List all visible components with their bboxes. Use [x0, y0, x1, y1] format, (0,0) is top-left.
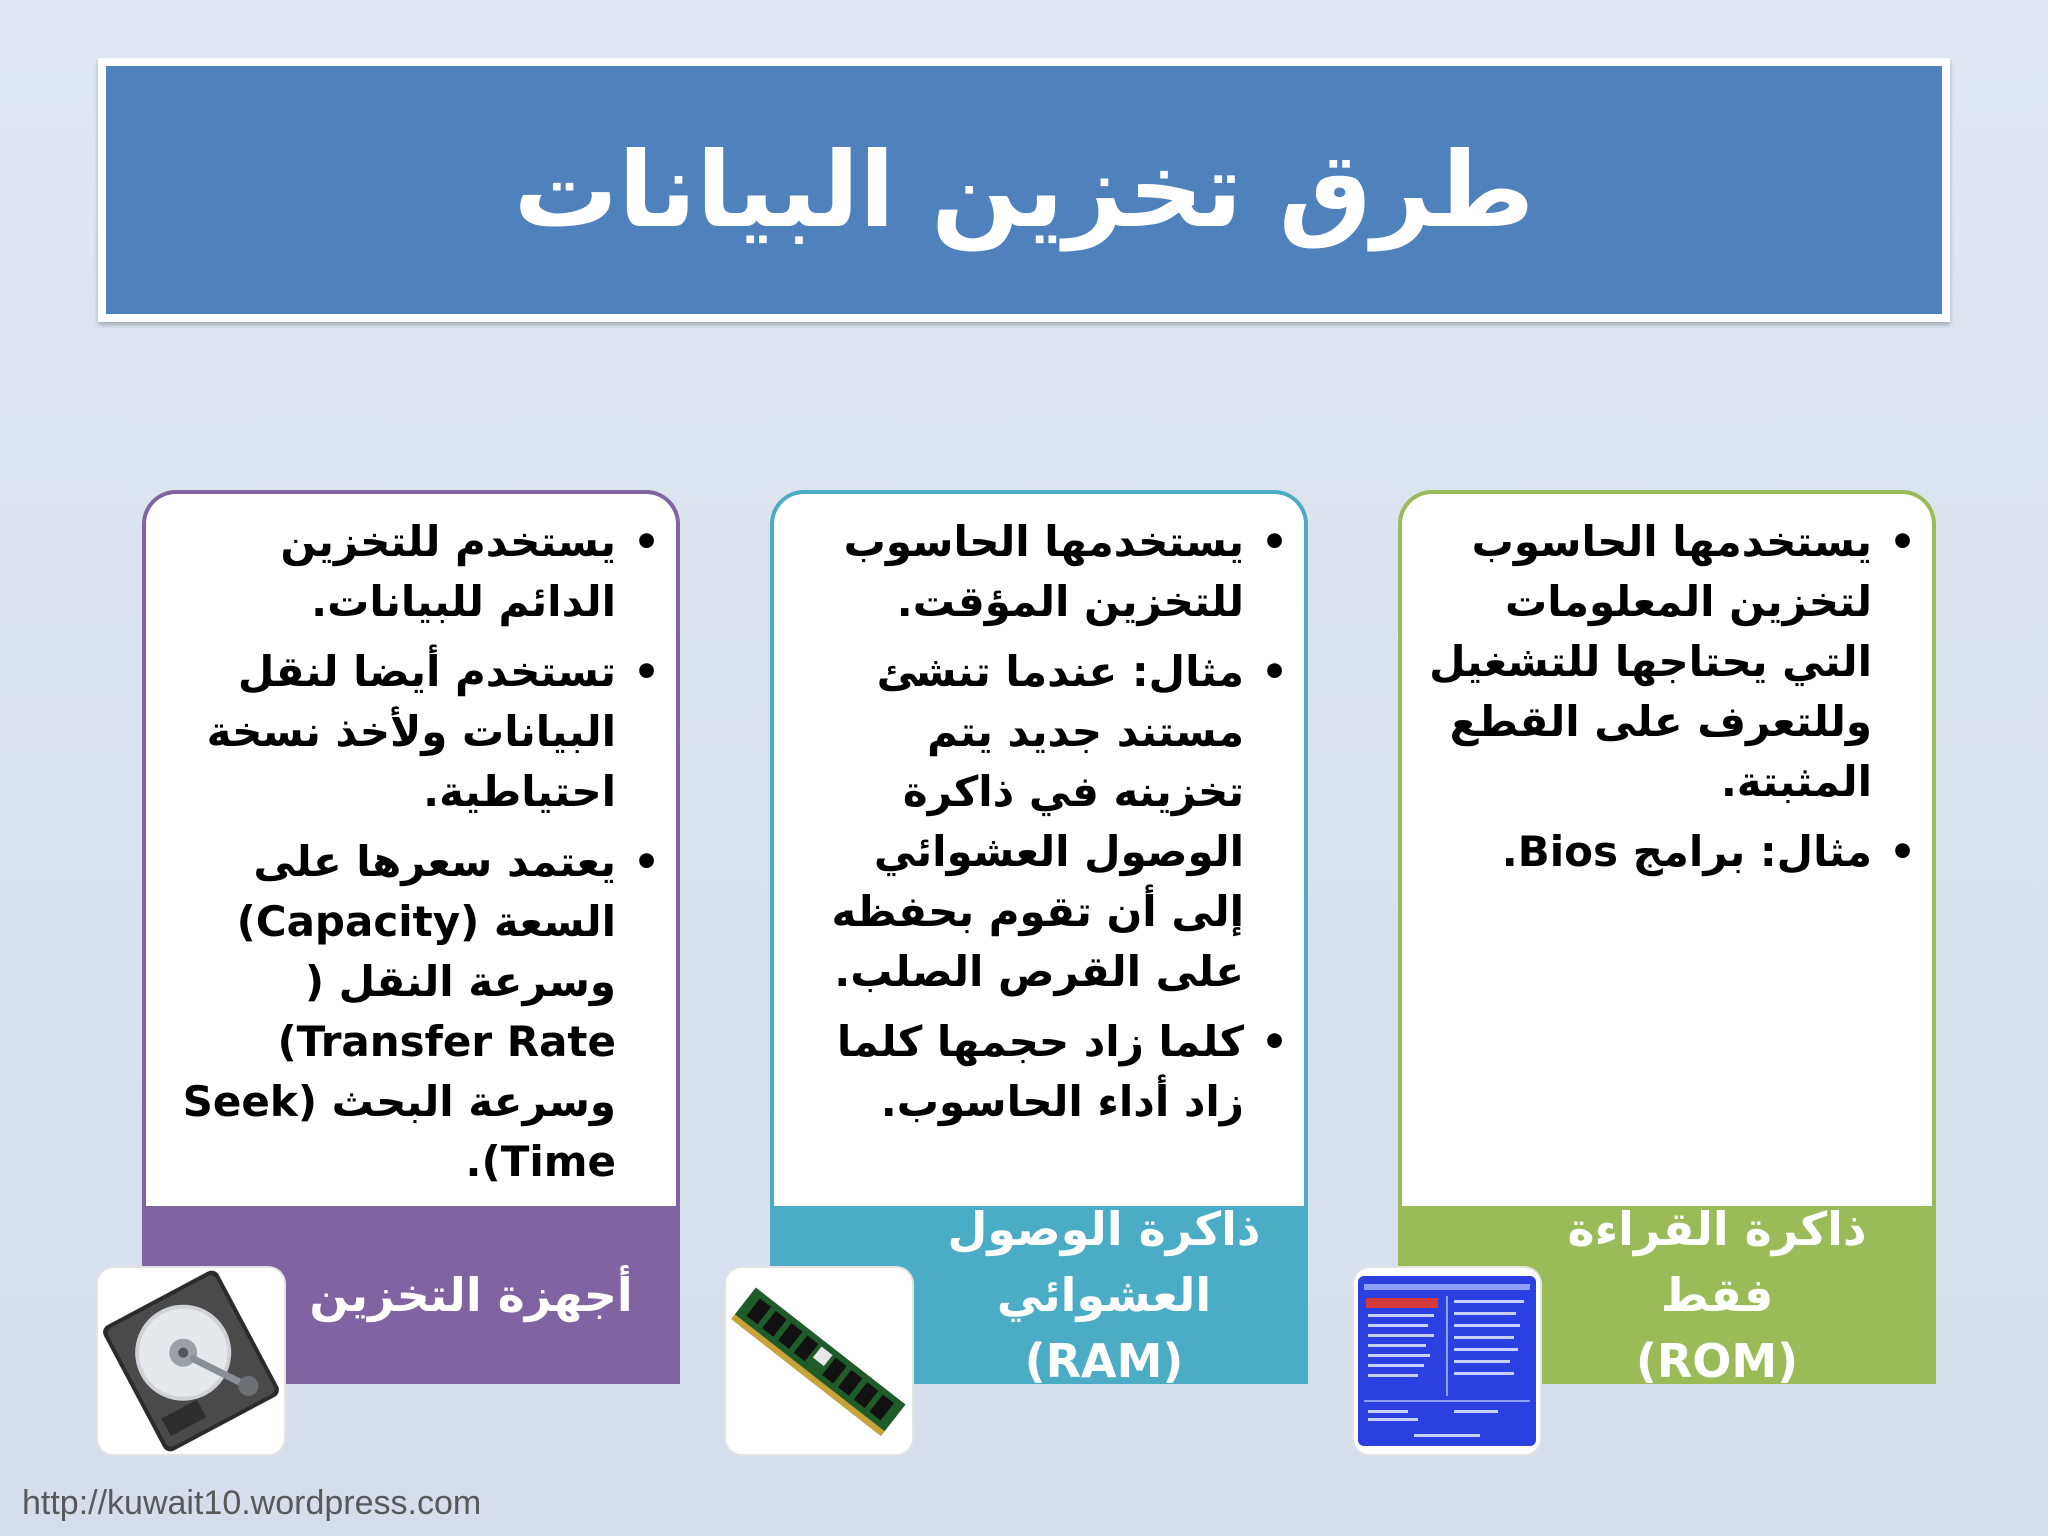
- card-ram: [770, 490, 1308, 1388]
- card-body: [770, 490, 1308, 1206]
- hard-disk-image: [96, 1266, 286, 1456]
- card-storage-devices: [142, 490, 680, 1384]
- card-body: [142, 490, 680, 1206]
- bullet-item: • كلما زاد حجمها كلما زاد أداء الحاسوب.: [794, 1012, 1244, 1132]
- bios-screen-image: [1352, 1266, 1542, 1456]
- card-heading-line1: ذاكرة الوصول: [947, 1202, 1261, 1256]
- card-heading-line2: (ROM): [1635, 1334, 1799, 1388]
- bullet-list: [146, 512, 676, 1202]
- hard-disk-icon: [98, 1268, 284, 1454]
- bullet-item: • يستخدم للتخزين الدائم للبيانات.: [166, 512, 616, 632]
- title-banner: [98, 58, 1950, 322]
- card-heading: أجهزة التخزين: [309, 1268, 633, 1322]
- bullet-item: • مثال: عندما تنشئ مستند جديد يتم تخزينه في ذاكرة الوصول العشوائي إلى أن تقوم بحفظه على القرص الصلب.: [794, 642, 1244, 1002]
- bios-screen-icon: [1354, 1268, 1540, 1454]
- bullet-item: • يعتمد سعرها على السعة (Capacity) وسرعة النقل ( Transfer Rate) وسرعة البحث (Seek Time).: [166, 832, 616, 1192]
- card-heading-line1: ذاكرة القراءة فقط: [1567, 1202, 1867, 1322]
- bullet-list: [1402, 512, 1932, 892]
- ram-module-icon: [726, 1268, 912, 1454]
- card-rom: [1398, 490, 1936, 1388]
- bullet-item: • يستخدمها الحاسوب للتخزين المؤقت.: [794, 512, 1244, 632]
- card-body: [1398, 490, 1936, 1206]
- footer-url: http://kuwait10.wordpress.com: [22, 1484, 482, 1522]
- ram-module-image: [724, 1266, 914, 1456]
- title-box: [106, 66, 1942, 314]
- bullet-item: • مثال: برامج Bios.: [1422, 822, 1872, 882]
- bullet-list: [774, 512, 1304, 1142]
- page-title: طرق تخزين البيانات: [513, 129, 1535, 251]
- bullet-item: • تستخدم أيضا لنقل البيانات ولأخذ نسخة احتياطية.: [166, 642, 616, 822]
- card-heading-line2: العشوائي (RAM): [996, 1268, 1212, 1388]
- bullet-item: • يستخدمها الحاسوب لتخزين المعلومات التي يحتاجها للتشغيل وللتعرف على القطع المثبتة.: [1422, 512, 1872, 812]
